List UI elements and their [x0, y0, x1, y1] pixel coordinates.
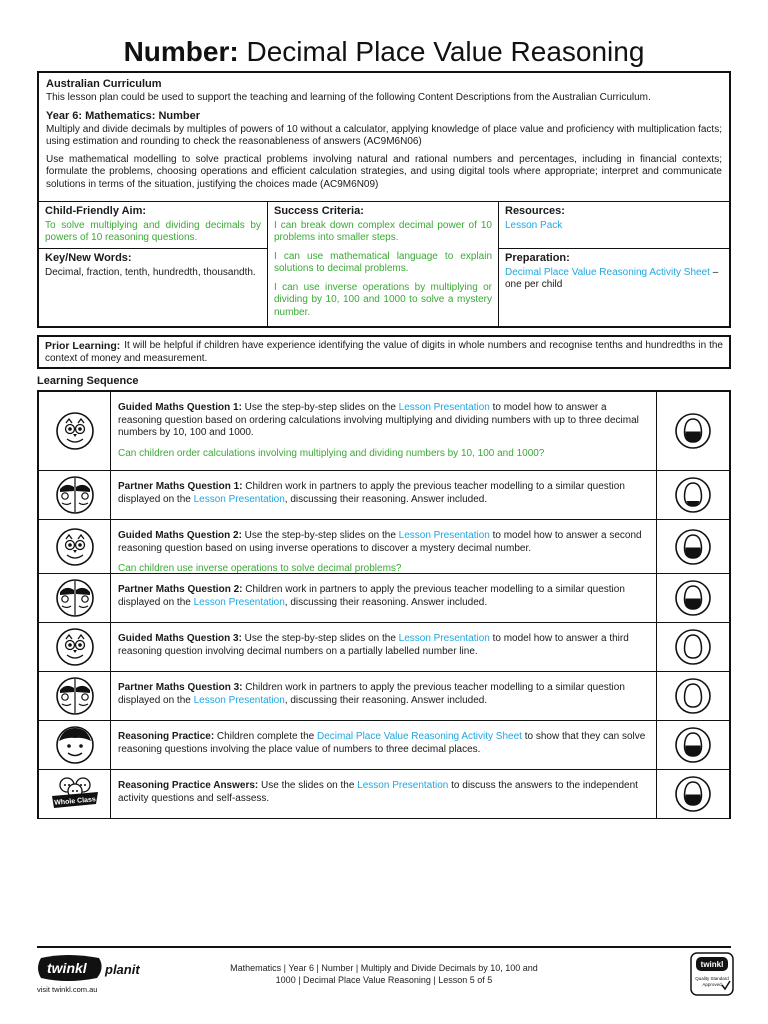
aim-heading: Child-Friendly Aim:: [45, 205, 147, 217]
badge-line-1: Quality Standard: [695, 976, 729, 981]
footer-divider: [37, 946, 731, 948]
assessment-egg-icon: [656, 770, 729, 818]
assessment-question: Can children use inverse operations to solve decimal problems?: [118, 563, 402, 574]
step-text: [118, 633, 649, 658]
step-text: [118, 731, 649, 756]
content-description-1: Multiply and divide decimals by multiples of powers of 10 without a calculator, applying knowledge of place value and proficiency with multiplication facts; using estimation and rounding to check the reasonableness of answers (AC9M6N06): [46, 123, 722, 147]
step-text-post: to model how to answer a reasoning question based on ordering calculations involving multiplying and dividing numbers with up to three decimal numbers by 10, 100 and 1000.: [118, 402, 639, 438]
footer-text: [210, 962, 558, 986]
step-link[interactable]: Lesson Presentation: [357, 780, 449, 791]
whole-class-label: Whole Class: [53, 796, 96, 807]
aim-cell: [39, 202, 267, 248]
sequence-step: [111, 392, 656, 470]
badge-line-2: Approved: [702, 982, 722, 987]
sequence-row: [39, 672, 729, 721]
assessment-egg-icon: [656, 672, 729, 720]
curriculum-section: [39, 73, 729, 202]
success-item: I can break down complex decimal power of 10 problems into smaller steps.: [274, 219, 492, 243]
sequence-row: [39, 721, 729, 770]
activity-sheet-link[interactable]: Decimal Place Value Reasoning Activity Sheet: [505, 266, 710, 278]
step-text: [118, 682, 649, 707]
step-title: Reasoning Practice:: [118, 731, 215, 742]
quality-standard-badge: [690, 952, 734, 1001]
step-text-post: to discuss the answers to the independent activity questions and self-assess.: [118, 780, 638, 804]
partner-pair-icon: [39, 471, 111, 519]
keywords-heading: Key/New Words:: [45, 252, 132, 264]
resources-cell: [499, 202, 729, 248]
step-link[interactable]: Lesson Presentation: [398, 530, 490, 541]
resources-column: [499, 202, 729, 326]
planit-text: planit: [105, 962, 140, 977]
badge-brand: twinkl: [700, 960, 724, 969]
lesson-overview-grid: [39, 202, 729, 326]
guided-owl-icon: [39, 392, 111, 470]
sequence-row: [39, 392, 729, 471]
step-link[interactable]: Lesson Presentation: [193, 493, 285, 505]
keywords-cell: [39, 248, 267, 282]
step-title: Guided Maths Question 1:: [118, 402, 242, 413]
aim-text: To solve multiplying and dividing decimals by powers of 10 reasoning questions.: [45, 219, 261, 243]
year-heading: Year 6: Mathematics: Number: [46, 109, 201, 122]
content-description-2: Use mathematical modelling to solve practical problems involving natural and rational numbers and percentages, including in financial contexts; formulate the problems, choosing operations and efficient calculation strategies, and using digital tools where appropriate; interpret and communicate solutions in terms of the situation, justifying the choices made (AC9M6N09): [46, 153, 722, 190]
lesson-pack-link[interactable]: Lesson Pack: [505, 219, 563, 231]
step-text-post: to show that they can solve reasoning questions involving the place value of numbers to three decimal places.: [118, 731, 646, 755]
preparation-cell: [499, 248, 729, 295]
aim-column: [39, 202, 268, 326]
sequence-step: [111, 623, 656, 671]
success-column: [268, 202, 499, 326]
independent-child-icon: [39, 721, 111, 769]
step-text: [118, 584, 649, 609]
step-link[interactable]: Lesson Presentation: [193, 596, 285, 608]
step-title: Partner Maths Question 3:: [118, 682, 243, 693]
step-link[interactable]: Lesson Presentation: [398, 633, 490, 644]
assessment-egg-icon: [656, 471, 729, 519]
step-title: Reasoning Practice Answers:: [118, 780, 259, 791]
footer-line-2: 1000 | Decimal Place Value Reasoning | Lesson 5 of 5: [275, 975, 493, 985]
logo-text: twinkl: [47, 960, 87, 976]
success-cell: [268, 202, 498, 328]
partner-pair-icon: [39, 574, 111, 622]
assessment-egg-icon: [656, 574, 729, 622]
keywords-text: Decimal, fraction, tenth, hundredth, thousandth.: [45, 266, 256, 278]
preparation-heading: Preparation:: [505, 252, 570, 264]
success-item: I can use mathematical language to explain solutions to decimal problems.: [274, 250, 492, 274]
curriculum-heading: Australian Curriculum: [46, 78, 162, 90]
prior-learning-box: [37, 335, 731, 369]
step-text-post: , discussing their reasoning. Answer included.: [284, 596, 488, 608]
sequence-step: [111, 770, 656, 818]
assessment-egg-icon: [656, 520, 729, 573]
assessment-egg-icon: [656, 721, 729, 769]
step-title: Partner Maths Question 2:: [118, 584, 243, 595]
step-text-pre: Use the step-by-step slides on the: [241, 530, 399, 541]
curriculum-intro: This lesson plan could be used to support the teaching and learning of the following Content Descriptions from the Australian Curriculum.: [46, 92, 651, 103]
whole-class-icon: [39, 770, 111, 818]
preparation-suffix: – one per child: [505, 266, 719, 290]
prior-learning-text: It will be helpful if children have experience identifying the value of digits in whole numbers and recognise tenths and hundredths in the context of money and measurement.: [45, 340, 723, 364]
sequence-step: [111, 520, 656, 573]
learning-sequence-heading: Learning Sequence: [37, 375, 139, 387]
step-text-pre: Use the step-by-step slides on the: [241, 633, 399, 644]
step-title: Guided Maths Question 2:: [118, 530, 242, 541]
sequence-step: [111, 721, 656, 769]
assessment-egg-icon: [656, 623, 729, 671]
curriculum-box: [37, 71, 731, 328]
title-bold: Number:: [123, 36, 239, 67]
sequence-row: [39, 574, 729, 623]
sequence-row: [39, 770, 729, 819]
learning-sequence-table: [37, 390, 731, 819]
sequence-step: [111, 672, 656, 720]
resources-heading: Resources:: [505, 205, 565, 217]
step-text-pre: Use the step-by-step slides on the: [241, 402, 399, 413]
visit-url[interactable]: visit twinkl.com.au: [37, 985, 98, 994]
title-rest: Decimal Place Value Reasoning: [246, 36, 645, 67]
step-link[interactable]: Lesson Presentation: [398, 402, 490, 413]
step-text-pre: Use the slides on the: [258, 780, 358, 791]
step-link[interactable]: Lesson Presentation: [193, 694, 285, 706]
step-link[interactable]: Decimal Place Value Reasoning Activity Sheet: [317, 731, 522, 742]
step-title: Partner Maths Question 1:: [118, 481, 243, 492]
sequence-row: [39, 520, 729, 574]
step-text-post: to model how to answer a second reasoning question based on using inverse operations to discover a mystery decimal number.: [118, 530, 642, 554]
sequence-step: [111, 574, 656, 622]
partner-pair-icon: [39, 672, 111, 720]
step-text-pre: Children complete the: [214, 731, 317, 742]
step-text: [118, 780, 649, 805]
step-text-post: , discussing their reasoning. Answer included.: [284, 493, 488, 505]
step-text: [118, 481, 649, 506]
guided-owl-icon: [39, 520, 111, 573]
step-text: [118, 530, 649, 555]
prior-learning-label: Prior Learning:: [45, 340, 121, 352]
assessment-egg-icon: [656, 392, 729, 470]
page-title: [0, 36, 768, 68]
step-title: Guided Maths Question 3:: [118, 633, 242, 644]
success-item: I can use inverse operations by multiplying or dividing by 10, 100 and 1000 to solve a mystery number.: [274, 281, 492, 318]
preparation-text: [505, 267, 723, 292]
twinkl-planit-logo: [37, 952, 147, 989]
step-text-pre: Children work in partners to apply the previous teacher modelling to a similar question displayed on the: [118, 584, 625, 608]
step-text-pre: Children work in partners to apply the previous teacher modelling to a similar question displayed on the: [118, 682, 625, 706]
sequence-step: [111, 471, 656, 519]
step-text-pre: Children work in partners to apply the previous teacher modelling to a similar question displayed on the: [118, 481, 625, 505]
sequence-row: [39, 623, 729, 672]
step-text-post: to model how to answer a third reasoning question involving decimal numbers on a partially labelled number line.: [118, 633, 629, 657]
footer-line-1: Mathematics | Year 6 | Number | Multiply and Divide Decimals by 10, 100 and: [230, 963, 538, 973]
assessment-question: Can children order calculations involving multiplying and dividing numbers by 10, 100 and 1000?: [118, 447, 545, 459]
guided-owl-icon: [39, 623, 111, 671]
success-heading: Success Criteria:: [274, 205, 364, 217]
sequence-row: [39, 471, 729, 520]
step-text-post: , discussing their reasoning. Answer included.: [284, 694, 488, 706]
step-text: [118, 402, 649, 440]
